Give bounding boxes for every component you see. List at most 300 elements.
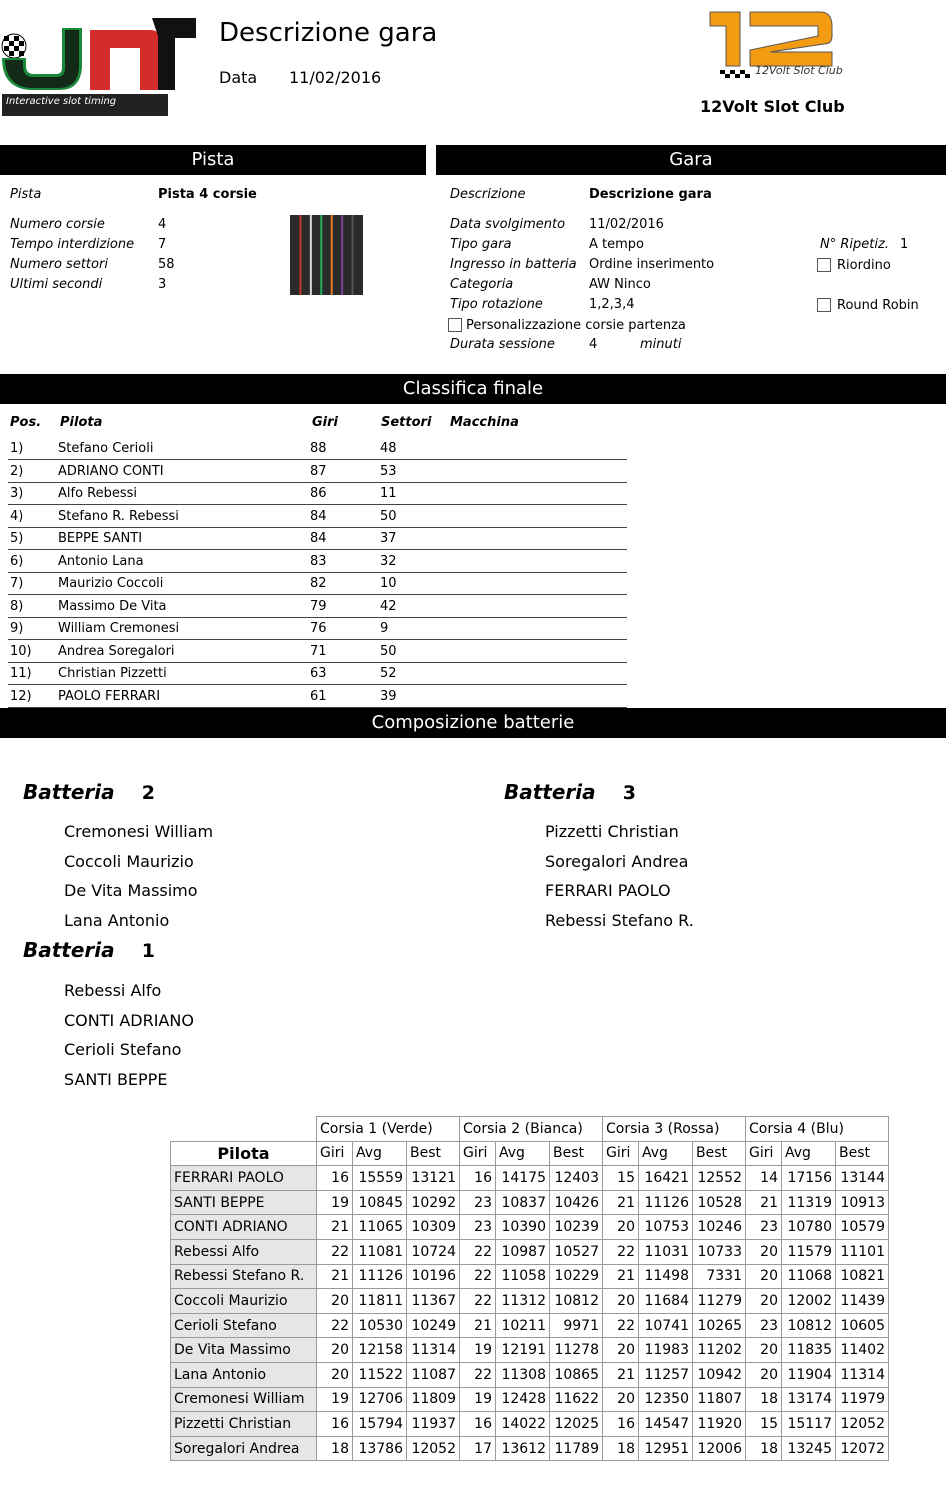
time-cell: 11202 [693,1338,746,1363]
time-cell: 11789 [550,1436,603,1461]
time-cell: 10246 [693,1215,746,1240]
time-cell: 12428 [496,1387,550,1412]
time-cell: 10733 [693,1239,746,1264]
sub-header: Best [550,1141,603,1166]
isy-logo-text: Interactive slot timing [6,96,117,107]
pilota-cell: Pizzetti Christian [171,1412,317,1437]
time-cell: 23 [460,1190,496,1215]
time-cell: 19 [317,1387,353,1412]
classifica-pilota: PAOLO FERRARI [58,688,161,704]
sub-header: Avg [353,1141,407,1166]
time-cell: 11081 [353,1239,407,1264]
time-cell: 22 [460,1289,496,1314]
batteria-pilot: SANTI BEPPE [64,1070,168,1089]
time-cell: 14547 [639,1412,693,1437]
time-cell: 14 [746,1166,782,1191]
batteria-number: 1 [141,940,155,962]
classifica-settori: 11 [380,486,397,501]
categoria-label: Categoria [450,277,514,292]
interdizione-label: Tempo interdizione [10,237,135,252]
time-cell: 11684 [639,1289,693,1314]
table-row [171,1239,889,1264]
time-cell: 12350 [639,1387,693,1412]
round-robin-label: Round Robin [837,298,919,313]
classifica-pos: 7) [10,576,24,591]
classifica-pos: 3) [10,486,24,501]
section-classifica-heading: Classifica finale [0,374,946,404]
settori-value: 58 [158,257,175,272]
time-cell: 12403 [550,1166,603,1191]
classifica-giri: 71 [310,643,327,659]
time-cell: 10724 [407,1239,460,1264]
classifica-pos: 8) [10,598,24,614]
checkered-flag-icon [2,34,26,58]
batteria-pilot: FERRARI PAOLO [545,881,671,900]
club-name: 12Volt Slot Club [700,97,845,116]
batteria-pilot: Cerioli Stefano [64,1040,182,1059]
classifica-row [8,595,627,618]
classifica-row [8,550,627,573]
pista-label: Pista [10,187,42,202]
time-cell: 17156 [782,1166,836,1191]
time-cell: 13121 [407,1166,460,1191]
time-cell: 19 [460,1387,496,1412]
time-cell: 12706 [353,1387,407,1412]
time-cell: 11402 [836,1338,889,1363]
riordino-checkbox[interactable] [817,258,831,272]
ingresso-value: Ordine inserimento [589,257,715,272]
time-cell: 20 [317,1338,353,1363]
time-cell: 10265 [693,1313,746,1338]
corsia-header: Corsia 3 (Rossa) [603,1117,746,1142]
classifica-row [8,662,627,685]
classifica-pilota: Antonio Lana [58,553,144,569]
time-cell: 20 [603,1387,639,1412]
lap-times-table [170,1116,889,1461]
batteria-pilot: CONTI ADRIANO [64,1011,194,1030]
sub-header: Giri [603,1141,639,1166]
time-cell: 22 [460,1239,496,1264]
sub-header: Best [693,1141,746,1166]
classifica-row [8,572,627,595]
time-cell: 12552 [693,1166,746,1191]
col-macchina: Macchina [450,415,519,430]
sub-header: Giri [460,1141,496,1166]
time-cell: 11101 [836,1239,889,1264]
sub-header: Giri [746,1141,782,1166]
classifica-settori: 9 [380,621,389,636]
time-cell: 21 [603,1362,639,1387]
pilota-cell: CONTI ADRIANO [171,1215,317,1240]
time-cell: 10196 [407,1264,460,1289]
time-cell: 12006 [693,1436,746,1461]
classifica-settori: 50 [380,643,397,659]
time-cell: 18 [317,1436,353,1461]
time-cell: 20 [603,1338,639,1363]
sub-header: Best [407,1141,460,1166]
pilota-cell: Coccoli Maurizio [171,1289,317,1314]
time-cell: 15559 [353,1166,407,1191]
section-pista-heading: Pista [0,145,426,175]
time-cell: 23 [746,1313,782,1338]
batteria-label: Batteria [504,780,596,804]
time-cell: 10249 [407,1313,460,1338]
corsia-header: Corsia 4 (Blu) [746,1117,889,1142]
time-cell: 12025 [550,1412,603,1437]
time-cell: 13245 [782,1436,836,1461]
batteria-pilot: Rebessi Stefano R. [545,911,694,930]
durata-value: 4 [589,337,598,352]
time-cell: 22 [460,1362,496,1387]
time-cell: 11498 [639,1264,693,1289]
corsie-value: 4 [158,217,167,232]
time-cell: 13174 [782,1387,836,1412]
ripetiz-value: 1 [900,237,909,252]
time-cell: 10527 [550,1239,603,1264]
time-cell: 20 [603,1289,639,1314]
time-cell: 14022 [496,1412,550,1437]
time-cell: 11622 [550,1387,603,1412]
classifica-giri: 61 [310,688,327,704]
time-cell: 16 [317,1412,353,1437]
time-cell: 21 [460,1313,496,1338]
time-cell: 20 [317,1289,353,1314]
time-cell: 11312 [496,1289,550,1314]
time-cell: 11126 [639,1190,693,1215]
time-cell: 13144 [836,1166,889,1191]
batteria-pilot: Lana Antonio [64,911,170,930]
time-cell: 10821 [836,1264,889,1289]
time-cell: 10530 [353,1313,407,1338]
ultimi-label: Ultimi secondi [10,277,103,292]
settori-label: Numero settori [10,257,108,272]
batteria-number: 2 [141,782,155,804]
classifica-giri: 63 [310,666,327,681]
time-cell: 9971 [550,1313,603,1338]
time-cell: 11920 [693,1412,746,1437]
time-cell: 11058 [496,1264,550,1289]
time-cell: 11979 [836,1387,889,1412]
time-cell: 10390 [496,1215,550,1240]
time-cell: 12002 [782,1289,836,1314]
time-cell: 22 [317,1239,353,1264]
col-pos: Pos. [10,415,42,430]
classifica-pos: 9) [10,621,24,636]
time-cell: 10837 [496,1190,550,1215]
rotazione-label: Tipo rotazione [450,297,543,312]
table-row [171,1436,889,1461]
page-title: Descrizione gara [219,18,438,48]
date-value: 11/02/2016 [289,68,382,87]
classifica-settori: 37 [380,531,397,546]
table-row [171,1387,889,1412]
round-robin-checkbox[interactable] [817,298,831,312]
time-cell: 22 [460,1264,496,1289]
time-cell: 21 [603,1190,639,1215]
time-cell: 20 [746,1362,782,1387]
time-cell: 20 [746,1338,782,1363]
isy-logo [0,8,200,118]
classifica-pilota: Alfo Rebessi [58,486,138,501]
time-cell: 11579 [782,1239,836,1264]
sub-header: Avg [496,1141,550,1166]
time-cell: 20 [746,1264,782,1289]
time-cell: 10987 [496,1239,550,1264]
time-cell: 11809 [407,1387,460,1412]
table-row [171,1166,889,1191]
batteria-pilot: Coccoli Maurizio [64,852,194,871]
time-cell: 10753 [639,1215,693,1240]
time-cell: 23 [746,1215,782,1240]
pilota-cell: Rebessi Stefano R. [171,1264,317,1289]
section-gara-heading: Gara [436,145,946,175]
time-cell: 11904 [782,1362,836,1387]
classifica-pos: 1) [10,441,24,456]
classifica-pos: 6) [10,553,24,569]
time-cell: 16 [460,1166,496,1191]
time-cell: 16 [603,1412,639,1437]
time-cell: 11811 [353,1289,407,1314]
classifica-pos: 2) [10,463,24,479]
col-giri: Giri [312,415,338,430]
blank-cell [171,1117,317,1142]
batteria-2-block [23,780,155,804]
durata-label: Durata sessione [450,337,555,352]
time-cell: 10605 [836,1313,889,1338]
club-logo-text: 12Volt Slot Club [755,64,843,77]
classifica-pos: 4) [10,508,24,524]
classifica-settori: 50 [380,508,397,524]
time-cell: 11126 [353,1264,407,1289]
table-row [171,1264,889,1289]
time-cell: 21 [317,1215,353,1240]
time-cell: 15794 [353,1412,407,1437]
time-cell: 16 [317,1166,353,1191]
personalizzazione-checkbox[interactable] [448,318,462,332]
tipo-gara-label: Tipo gara [450,237,512,252]
time-cell: 11439 [836,1289,889,1314]
time-cell: 17 [460,1436,496,1461]
classifica-row [8,460,627,483]
classifica-row [8,640,627,663]
time-cell: 21 [317,1264,353,1289]
classifica-giri: 79 [310,598,327,614]
time-cell: 18 [746,1387,782,1412]
time-cell: 10845 [353,1190,407,1215]
club-logo [700,6,850,86]
table-row [171,1190,889,1215]
classifica-settori: 53 [380,463,397,479]
time-cell: 18 [603,1436,639,1461]
pilota-cell: De Vita Massimo [171,1338,317,1363]
time-cell: 11308 [496,1362,550,1387]
time-cell: 12191 [496,1338,550,1363]
classifica-giri: 86 [310,486,327,501]
time-cell: 15 [746,1412,782,1437]
time-cell: 10426 [550,1190,603,1215]
time-cell: 19 [317,1190,353,1215]
classifica-pilota: Massimo De Vita [58,598,167,614]
pilota-cell: Cerioli Stefano [171,1313,317,1338]
time-cell: 10229 [550,1264,603,1289]
time-cell: 16 [460,1412,496,1437]
time-cell: 21 [746,1190,782,1215]
classifica-pilota: Stefano R. Rebessi [58,508,179,524]
table-row [171,1313,889,1338]
table-row [171,1362,889,1387]
time-cell: 19 [460,1338,496,1363]
time-cell: 13786 [353,1436,407,1461]
pilota-cell: Lana Antonio [171,1362,317,1387]
ultimi-value: 3 [158,277,167,292]
time-cell: 11314 [836,1362,889,1387]
classifica-giri: 84 [310,531,327,546]
time-cell: 11068 [782,1264,836,1289]
time-cell: 12158 [353,1338,407,1363]
time-cell: 14175 [496,1166,550,1191]
descrizione-value: Descrizione gara [589,187,712,202]
corsie-label: Numero corsie [10,217,105,232]
batteria-number: 3 [622,782,636,804]
classifica-pilota: ADRIANO CONTI [58,463,164,479]
time-cell: 11983 [639,1338,693,1363]
batteria-1-block [23,938,155,962]
classifica-giri: 83 [310,553,327,569]
time-cell: 12072 [836,1436,889,1461]
time-cell: 10913 [836,1190,889,1215]
time-cell: 10812 [550,1289,603,1314]
batteria-pilot: De Vita Massimo [64,881,198,900]
time-cell: 11257 [639,1362,693,1387]
classifica-giri: 87 [310,463,327,479]
time-cell: 12052 [407,1436,460,1461]
time-cell: 23 [460,1215,496,1240]
time-cell: 11065 [353,1215,407,1240]
time-cell: 11278 [550,1338,603,1363]
classifica-pilota: Maurizio Coccoli [58,576,164,591]
classifica-giri: 84 [310,508,327,524]
time-cell: 15117 [782,1412,836,1437]
classifica-settori: 42 [380,598,397,614]
date-label: Data [219,68,258,87]
col-pilota: Pilota [60,415,103,430]
pilota-cell: Cremonesi William [171,1387,317,1412]
col-settori: Settori [381,415,432,430]
batteria-pilot: Rebessi Alfo [64,981,162,1000]
time-cell: 11937 [407,1412,460,1437]
batteria-pilot: Soregalori Andrea [545,852,689,871]
classifica-pilota: William Cremonesi [58,621,180,636]
time-cell: 22 [603,1313,639,1338]
pista-value: Pista 4 corsie [158,187,257,202]
time-cell: 10780 [782,1215,836,1240]
time-cell: 10292 [407,1190,460,1215]
classifica-giri: 82 [310,576,327,591]
classifica-row [8,527,627,550]
interdizione-value: 7 [158,237,167,252]
pilota-cell: SANTI BEPPE [171,1190,317,1215]
time-cell: 11835 [782,1338,836,1363]
ingresso-label: Ingresso in batteria [450,257,577,272]
classifica-row [8,617,627,640]
time-cell: 11522 [353,1362,407,1387]
classifica-giri: 88 [310,441,327,456]
time-cell: 15 [603,1166,639,1191]
time-cell: 10579 [836,1215,889,1240]
ripetiz-label: N° Ripetiz. [820,237,889,252]
time-cell: 12052 [836,1412,889,1437]
classifica-pilota: Andrea Soregalori [58,643,175,659]
personalizzazione-label: Personalizzazione corsie partenza [466,318,686,333]
classifica-giri: 76 [310,621,327,636]
data-svolgimento-label: Data svolgimento [450,217,566,232]
time-cell: 7331 [693,1264,746,1289]
durata-unit: minuti [640,337,682,352]
sub-header: Avg [782,1141,836,1166]
time-cell: 11367 [407,1289,460,1314]
classifica-header-row [0,415,640,435]
sub-header: Giri [317,1141,353,1166]
categoria-value: AW Ninco [589,277,651,292]
batteria-3-block [504,780,636,804]
batteria-label: Batteria [23,938,115,962]
time-cell: 22 [603,1239,639,1264]
classifica-row [8,505,627,528]
time-cell: 11279 [693,1289,746,1314]
time-cell: 11319 [782,1190,836,1215]
track-lanes-image [290,215,363,295]
time-cell: 10239 [550,1215,603,1240]
time-cell: 10741 [639,1313,693,1338]
classifica-row [8,685,627,708]
classifica-settori: 39 [380,688,397,704]
classifica-pos: 11) [10,666,32,681]
classifica-pos: 5) [10,531,24,546]
riordino-label: Riordino [837,258,891,273]
pilota-header: Pilota [171,1141,317,1166]
time-cell: 21 [603,1264,639,1289]
time-cell: 20 [317,1362,353,1387]
corsia-header: Corsia 2 (Bianca) [460,1117,603,1142]
time-cell: 10309 [407,1215,460,1240]
table-row [171,1412,889,1437]
descrizione-label: Descrizione [450,187,526,202]
time-cell: 13612 [496,1436,550,1461]
classifica-settori: 48 [380,441,397,456]
batteria-pilot: Pizzetti Christian [545,822,679,841]
pilota-cell: Soregalori Andrea [171,1436,317,1461]
tipo-gara-value: A tempo [589,237,644,252]
time-cell: 10812 [782,1313,836,1338]
section-batterie-heading: Composizione batterie [0,708,946,738]
sub-header: Best [836,1141,889,1166]
classifica-pilota: Stefano Cerioli [58,441,154,456]
corsia-header: Corsia 1 (Verde) [317,1117,460,1142]
classifica-row [8,437,627,460]
table-row [171,1215,889,1240]
time-cell: 10942 [693,1362,746,1387]
table-row [171,1338,889,1363]
classifica-settori: 10 [380,576,397,591]
sub-header: Avg [639,1141,693,1166]
time-cell: 16421 [639,1166,693,1191]
batteria-label: Batteria [23,780,115,804]
time-cell: 11031 [639,1239,693,1264]
time-cell: 10528 [693,1190,746,1215]
time-cell: 20 [746,1239,782,1264]
time-cell: 20 [603,1215,639,1240]
classifica-pos: 10) [10,643,32,659]
